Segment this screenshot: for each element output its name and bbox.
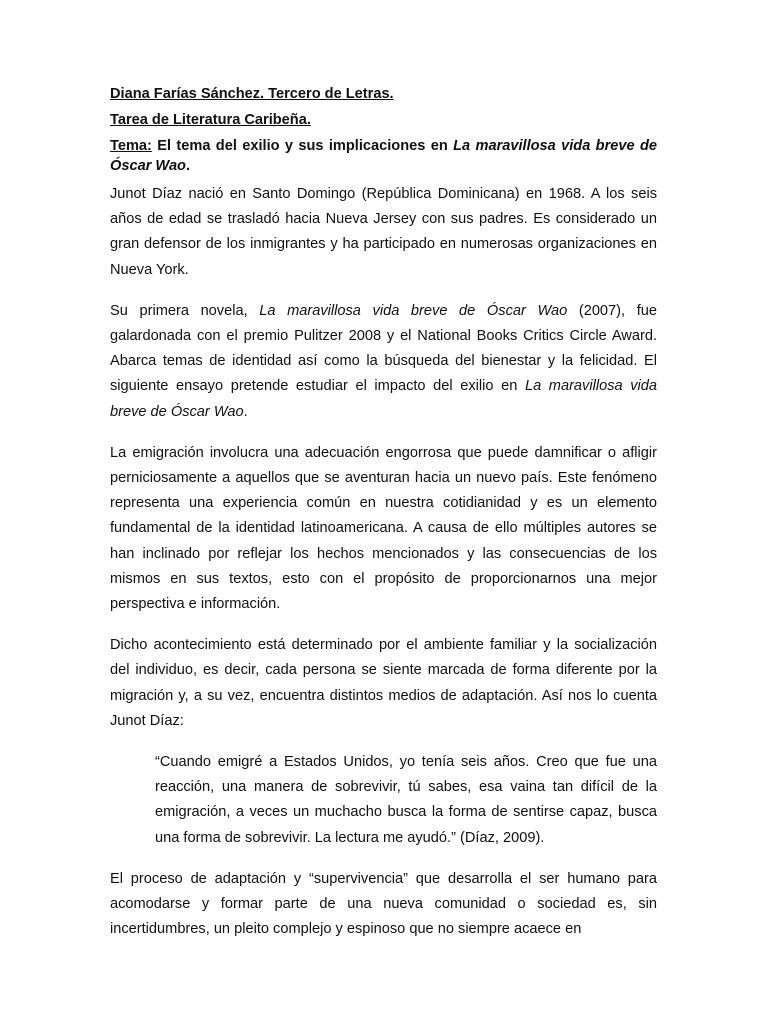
p2-part-a: Su primera novela, — [110, 302, 260, 319]
topic-text: El tema del exilio y sus implicaciones en — [151, 138, 454, 154]
topic-novel-title: La maravillosa vida breve de Óscar Wao — [110, 138, 657, 174]
p2-novel-title-2: La maravillosa vida breve de Óscar Wao — [110, 378, 657, 420]
paragraph-3: La emigración involucra una adecuación engorrosa que puede damnificar o afligir perniciosamente a aquellos que se aventuran hacia un nuevo país. Este fenómeno representa una experiencia común en nuestra cotidianidad y es un elemento fundamental de la identidad latinoamericana. A causa de ello múltiples autores se han inclinado por reflejar los hechos mencionados y las consecuencias de los mismos en sus textos, esto con el propósito de proporcionarnos una mejor perspectiva e información. — [110, 444, 657, 613]
p2-novel-title: La maravillosa vida breve de Óscar Wao — [259, 302, 568, 319]
block-quote: “Cuando emigré a Estados Unidos, yo tenía seis años. Creo que fue una reacción, una manera de sobrevivir, tú sabes, esa vaina tan difícil de la emigración, a veces un muchacho busca la forma de sentirse capaz, busca una forma de sobrevivir. La lectura me ayudó.” (Díaz, 2009). — [155, 754, 657, 846]
essay-topic — [110, 136, 657, 176]
paragraph-4: Dicho acontecimiento está determinado por el ambiente familiar y la socialización del individuo, es decir, cada persona se siente marcada de forma diferente por la migración y, a su vez, encuentra distintos medios de adaptación. Así nos lo cuenta Junot Díaz: — [110, 637, 657, 729]
p2-part-c: . — [243, 403, 248, 420]
topic-end: . — [185, 158, 191, 174]
paragraph-2 — [110, 299, 657, 425]
paragraph-5: El proceso de adaptación y “supervivencia” que desarrolla el ser humano para acomodarse y formar parte de una nueva comunidad o sociedad es, sin incertidumbres, un pleito complejo y espinoso que no siempre acaece en — [110, 870, 657, 938]
paragraph-1: Junot Díaz nació en Santo Domingo (República Dominicana) en 1968. A los seis años de edad se trasladó hacia Nueva Jersey con sus padres. Es considerado un gran defensor de los inmigrantes y ha participado en numerosas organizaciones en Nueva York. — [110, 186, 657, 278]
topic-label: Tema: — [110, 138, 152, 154]
course-line: Tarea de Literatura Caribeña. — [110, 112, 311, 128]
p2-part-b: (2007), fue galardonada con el premio Pulitzer 2008 y el National Books Critics Circle Award. Abarca temas de identidad así como la búsqueda del bienestar y la felicidad. El siguiente ensayo pretende estudiar el impacto del exilio en — [110, 302, 657, 395]
author-line: Diana Farías Sánchez. Tercero de Letras. — [110, 86, 394, 102]
document-page — [110, 84, 657, 942]
